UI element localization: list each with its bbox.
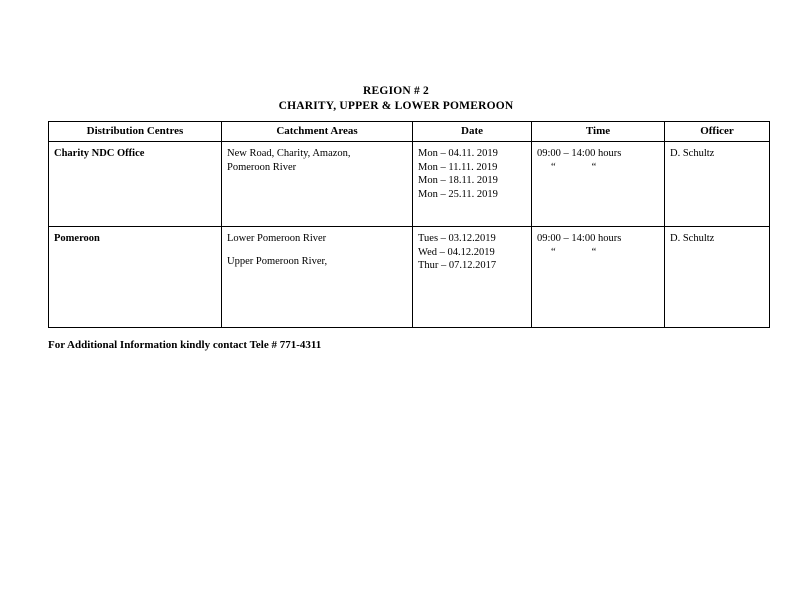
date-line: Mon – 11.11. 2019: [418, 161, 498, 173]
column-header-distribution-centres: Distribution Centres: [49, 122, 222, 142]
cell-time: [532, 227, 665, 328]
catchment-line: Upper Pomeroon River,: [227, 255, 328, 267]
title-areas: CHARITY, UPPER & LOWER POMEROON: [278, 99, 514, 112]
time-ditto-mark: “: [551, 161, 556, 173]
table-row: [49, 227, 770, 328]
date-line: Wed – 04.12.2019: [418, 246, 495, 258]
centre-name: Pomeroon: [54, 233, 100, 244]
cell-catchment-areas: [222, 142, 413, 227]
time-ditto-mark: “: [551, 246, 556, 258]
cell-time: [532, 142, 665, 227]
date-line: Tues – 03.12.2019: [418, 233, 496, 244]
column-header-time: Time: [532, 122, 665, 142]
contact-footnote: For Additional Information kindly contact Tele # 771-4311: [48, 339, 322, 351]
officer-name: D. Schultz: [670, 148, 715, 159]
time-ditto-line: [537, 161, 659, 175]
title-region: REGION # 2: [363, 85, 429, 97]
date-line: Thur – 07.12.2017: [418, 260, 497, 271]
time-ditto-line: [537, 246, 659, 260]
cell-catchment-areas: [222, 227, 413, 328]
time-value: 09:00 – 14:00 hours: [537, 148, 622, 159]
catchment-line: New Road, Charity, Amazon,: [227, 148, 351, 159]
column-header-officer: Officer: [665, 122, 770, 142]
column-header-catchment-areas: Catchment Areas: [222, 122, 413, 142]
centre-name: Charity NDC Office: [54, 148, 145, 159]
document-title: [0, 84, 792, 113]
table-row: [49, 142, 770, 227]
time-ditto-mark: “: [591, 161, 597, 173]
table-header-row: [49, 122, 770, 142]
table-header: [49, 122, 770, 142]
cell-officer: [665, 227, 770, 328]
cell-officer: [665, 142, 770, 227]
cell-date: [413, 227, 532, 328]
cell-distribution-centre: [49, 227, 222, 328]
catchment-line: Lower Pomeroon River: [227, 233, 327, 244]
time-ditto-mark: “: [591, 246, 597, 258]
catchment-spacer: [227, 246, 407, 255]
cell-distribution-centre: [49, 142, 222, 227]
table-body: [49, 142, 770, 328]
date-line: Mon – 04.11. 2019: [418, 148, 498, 159]
time-value: 09:00 – 14:00 hours: [537, 233, 622, 244]
distribution-schedule-table: [48, 121, 770, 328]
officer-name: D. Schultz: [670, 233, 715, 244]
catchment-line: Pomeroon River: [227, 161, 297, 173]
cell-date: [413, 142, 532, 227]
date-line: Mon – 18.11. 2019: [418, 175, 498, 186]
date-line: Mon – 25.11. 2019: [418, 188, 498, 200]
column-header-date: Date: [413, 122, 532, 142]
